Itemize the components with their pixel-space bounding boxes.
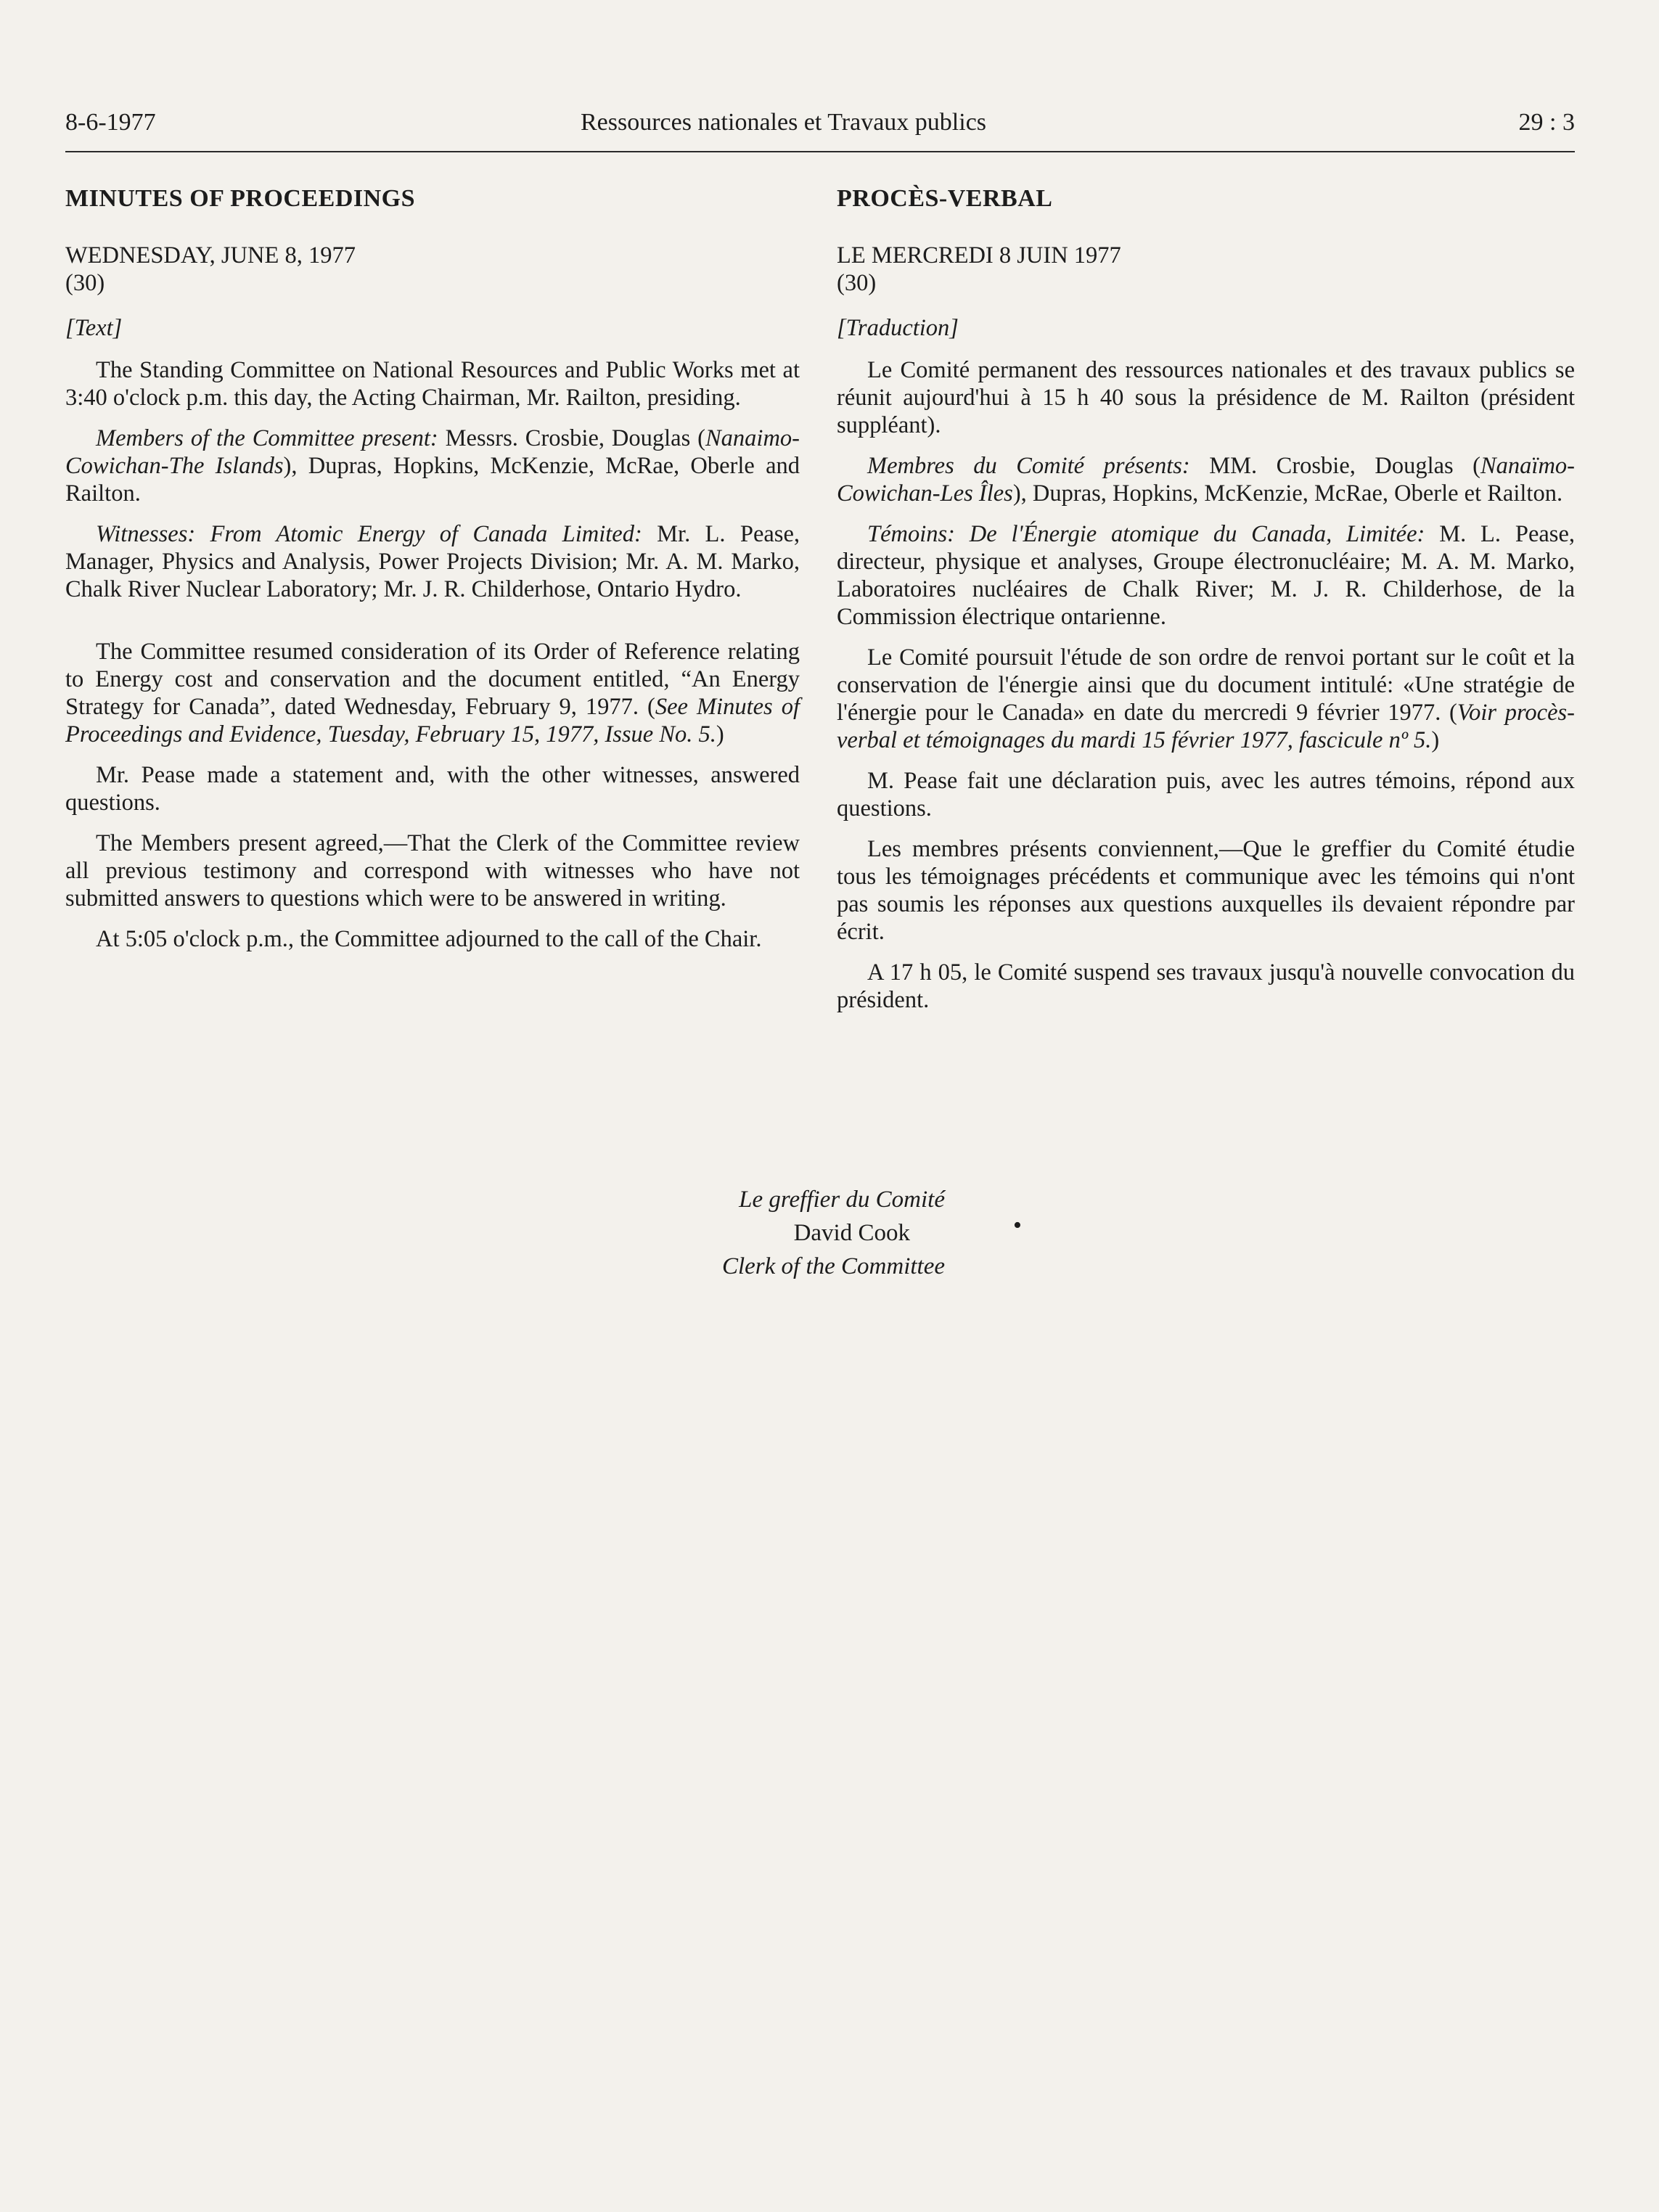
- french-reference-text: Le Comité poursuit l'étude de son ordre de renvoi portant sur le coût et la conservation de l'énergie ainsi que du document intitulé: «Une stratégie de l'énergie pour le Canada» en date du mercredi 9 février 1977. (: [837, 644, 1575, 726]
- english-paragraph-adjournment: [65, 925, 800, 953]
- french-paragraph-witnesses: [837, 520, 1575, 631]
- english-p1-text: The Standing Committee on National Resources and Public Works met at 3:40 o'clock p.m. this day, the Acting Chairman, Mr. Railton, presiding.: [65, 357, 800, 411]
- french-reference-end: ): [1431, 727, 1440, 753]
- french-paragraph-statement: [837, 767, 1575, 822]
- french-paragraph-adjournment: [837, 959, 1575, 1014]
- french-heading: PROCÈS-VERBAL: [837, 185, 1053, 212]
- french-column: [837, 185, 1575, 1027]
- french-riding: Nanaïmo-Cowichan-Les Îles: [837, 453, 1575, 507]
- french-reference-citation: Voir procès-verbal et témoignages du mardi 15 février 1977, fascicule nº 5.: [837, 700, 1575, 753]
- english-paragraph-reference: [65, 638, 800, 748]
- english-reference-citation: See Minutes of Proceedings and Evidence, Tuesday, February 15, 1977, Issue No. 5.: [65, 694, 800, 747]
- french-date-line: LE MERCREDI 8 JUIN 1977: [837, 242, 1121, 269]
- signature-title-fr: Le greffier du Comité: [739, 1187, 945, 1213]
- french-p1-text: Le Comité permanent des ressources nationales et des travaux publics se réunit aujourd'hui à 15 h 40 sous la présidence de M. Railton (président suppléant).: [837, 357, 1575, 438]
- french-adjournment-text: A 17 h 05, le Comité suspend ses travaux jusqu'à nouvelle convocation du président.: [837, 959, 1575, 1013]
- english-adjournment-text: At 5:05 o'clock p.m., the Committee adjourned to the call of the Chair.: [96, 926, 762, 952]
- french-members-text: MM. Crosbie, Douglas (: [1189, 453, 1480, 479]
- french-meeting-number: (30): [837, 270, 877, 296]
- french-statement-text: M. Pease fait une déclaration puis, avec les autres témoins, répond aux questions.: [837, 768, 1575, 822]
- english-paragraph-agreement: [65, 830, 800, 912]
- english-paragraph-statement: [65, 761, 800, 816]
- english-members-end: ), Dupras, Hopkins, McKenzie, McRae, Oberle and Railton.: [65, 453, 800, 507]
- signature-block: [581, 1183, 945, 1283]
- english-witnesses-text: Mr. L. Pease, Manager, Physics and Analysis, Power Projects Division; Mr. A. M. Marko, Chalk River Nuclear Laboratory; Mr. J. R. Childerhose, Ontario Hydro.: [65, 521, 800, 602]
- signature-title-en: Clerk of the Committee: [721, 1253, 945, 1279]
- english-reference-end: ): [716, 721, 724, 747]
- french-members-end: ), Dupras, Hopkins, McKenzie, McRae, Oberle et Railton.: [1012, 480, 1563, 507]
- header-page-number: 29 : 3: [1518, 109, 1575, 136]
- french-agreement-text: Les membres présents conviennent,—Que le greffier du Comité étudie tous les témoignages précédents et communique avec les témoins qui n'ont pas soumis les réponses aux questions auxquelles ils devaient répondre par écrit.: [837, 836, 1575, 945]
- header-rule: [65, 151, 1575, 152]
- header-date: 8-6-1977: [65, 109, 156, 136]
- french-paragraph-reference: [837, 644, 1575, 754]
- french-text-tag: [Traduction]: [837, 315, 959, 341]
- english-witnesses-label: Witnesses: From Atomic Energy of Canada Limited:: [96, 521, 642, 547]
- english-statement-text: Mr. Pease made a statement and, with the other witnesses, answered questions.: [65, 762, 800, 816]
- english-agreement-text: The Members present agreed,—That the Clerk of the Committee review all previous testimony and correspond with witnesses who have not submitted answers to questions which were to be answered in writing.: [65, 830, 800, 912]
- english-heading: MINUTES OF PROCEEDINGS: [65, 185, 416, 212]
- english-meeting-number: (30): [65, 270, 105, 296]
- english-column: [65, 185, 800, 966]
- signature-name: David Cook: [793, 1220, 910, 1246]
- english-paragraph-members: [65, 425, 800, 507]
- bullet-mark: •: [1013, 1212, 1022, 1239]
- french-paragraph-members: [837, 452, 1575, 507]
- english-members-text: Messrs. Crosbie, Douglas (: [438, 425, 705, 451]
- english-date: [65, 242, 800, 297]
- french-paragraph-agreement: [837, 835, 1575, 946]
- english-date-line: WEDNESDAY, JUNE 8, 1977: [65, 242, 356, 269]
- english-paragraph-witnesses: [65, 520, 800, 603]
- english-paragraph-opening: [65, 356, 800, 411]
- french-members-label: Membres du Comité présents:: [867, 453, 1190, 479]
- french-date: [837, 242, 1575, 297]
- english-reference-text: The Committee resumed consideration of its Order of Reference relating to Energy cost and conservation and the document entitled, “An Energy Strategy for Canada”, dated Wednesday, February 9, 1977. (: [65, 639, 800, 720]
- header-title: Ressources nationales et Travaux publics: [581, 109, 987, 136]
- page-header: [65, 109, 1575, 152]
- english-riding: Nanaimo-Cowichan-The Islands: [65, 425, 800, 479]
- french-witnesses-label: Témoins: De l'Énergie atomique du Canada, Limitée:: [867, 521, 1425, 547]
- english-members-label: Members of the Committee present:: [96, 425, 438, 451]
- french-paragraph-opening: [837, 356, 1575, 439]
- english-text-tag: [Text]: [65, 315, 123, 341]
- french-witnesses-text: M. L. Pease, directeur, physique et analyses, Groupe électronucléaire; M. A. M. Marko, Laboratoires nucléaires de Chalk River; M. J. R. Childerhose, de la Commission électrique ontarienne.: [837, 521, 1575, 630]
